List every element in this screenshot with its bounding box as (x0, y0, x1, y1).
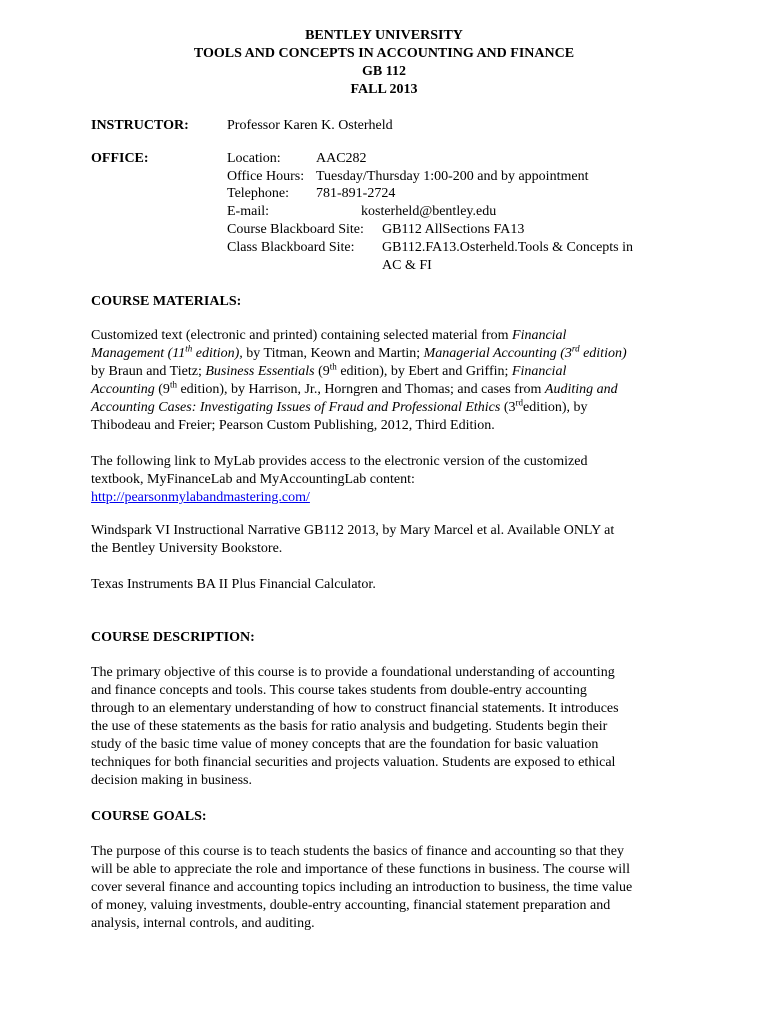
telephone-label: Telephone: (227, 186, 289, 201)
materials-heading: COURSE MATERIALS: (91, 294, 242, 309)
materials-paragraph-1: Customized text (electronic and printed) containing selected material from Financial Management (11th edition), by Titman, Keown and Martin; Managerial Accounting (3rd edition) by Braun and Tietz; Business Essentials (9th edition), by Ebert and Griffin; Financial Accounting (9th edition), by Harrison, Jr., Horngren and Thomas; and cases from Auditing and Accounting Cases: Investigating Issues of Fraud and Professional Ethics (3rdedition), by Thibodeau and Freier; Pearson Custom Publishing, 2012, Third Edition. (91, 328, 627, 433)
materials-paragraph-2: The following link to MyLab provides access to the electronic version of the customized textbook, MyFinanceLab and MyAccountingLab content: http://pearsonmylabandmastering.com/ (91, 454, 588, 505)
description-heading: COURSE DESCRIPTION: (91, 630, 255, 645)
course-title: TOOLS AND CONCEPTS IN ACCOUNTING AND FINANCE (193, 46, 575, 61)
location-value: AAC282 (316, 151, 367, 166)
term: FALL 2013 (350, 82, 418, 97)
mylab-link[interactable]: http://pearsonmylabandmastering.com/ (91, 490, 310, 505)
materials-paragraph-3: Windspark VI Instructional Narrative GB112 2013, by Mary Marcel et al. Available ONLY at the Bentley University Bookstore. (91, 523, 615, 556)
goals-paragraph: The purpose of this course is to teach students the basics of finance and accounting so that they will be able to appreciate the role and importance of these functions in business. The course will cover several finance and accounting topics including an introduction to business, the time value of money, valuing investments, double-entry accounting, financial statement preparation and analysis, internal controls, and auditing. (91, 844, 633, 931)
class-blackboard-value-line1: GB112.FA13.Osterheld.Tools & Concepts in (382, 240, 634, 255)
class-blackboard-label: Class Blackboard Site: (227, 240, 355, 255)
description-paragraph: The primary objective of this course is to provide a foundational understanding of accounting and finance concepts and tools. This course takes students from double-entry accounting through to an elementary understanding of how to construct financial statements. It introduces the use of these statements as the basis for ratio analysis and budgeting. Students begin their study of the basic time value of money concepts that are the foundation for basic valuation techniques for both financial securities and projects valuation. Students are exposed to ethical decision making in business. (91, 665, 619, 788)
class-blackboard-value-line2: AC & FI (382, 258, 432, 273)
office-label: OFFICE: (91, 151, 149, 166)
university-name: BENTLEY UNIVERSITY (305, 28, 463, 43)
location-label: Location: (227, 151, 281, 166)
office-hours-label: Office Hours: (227, 169, 305, 184)
course-blackboard-value: GB112 AllSections FA13 (382, 222, 525, 237)
email-label: E-mail: (227, 204, 269, 219)
office-hours-value: Tuesday/Thursday 1:00-200 and by appointment (316, 169, 589, 184)
telephone-value: 781-891-2724 (316, 186, 396, 201)
goals-heading: COURSE GOALS: (91, 809, 207, 824)
course-code: GB 112 (362, 64, 406, 79)
instructor-label: INSTRUCTOR: (91, 118, 189, 133)
email-value[interactable]: kosterheld@bentley.edu (361, 204, 497, 219)
materials-paragraph-4: Texas Instruments BA II Plus Financial Calculator. (91, 577, 376, 592)
instructor-name: Professor Karen K. Osterheld (227, 118, 393, 133)
course-blackboard-label: Course Blackboard Site: (227, 222, 364, 237)
